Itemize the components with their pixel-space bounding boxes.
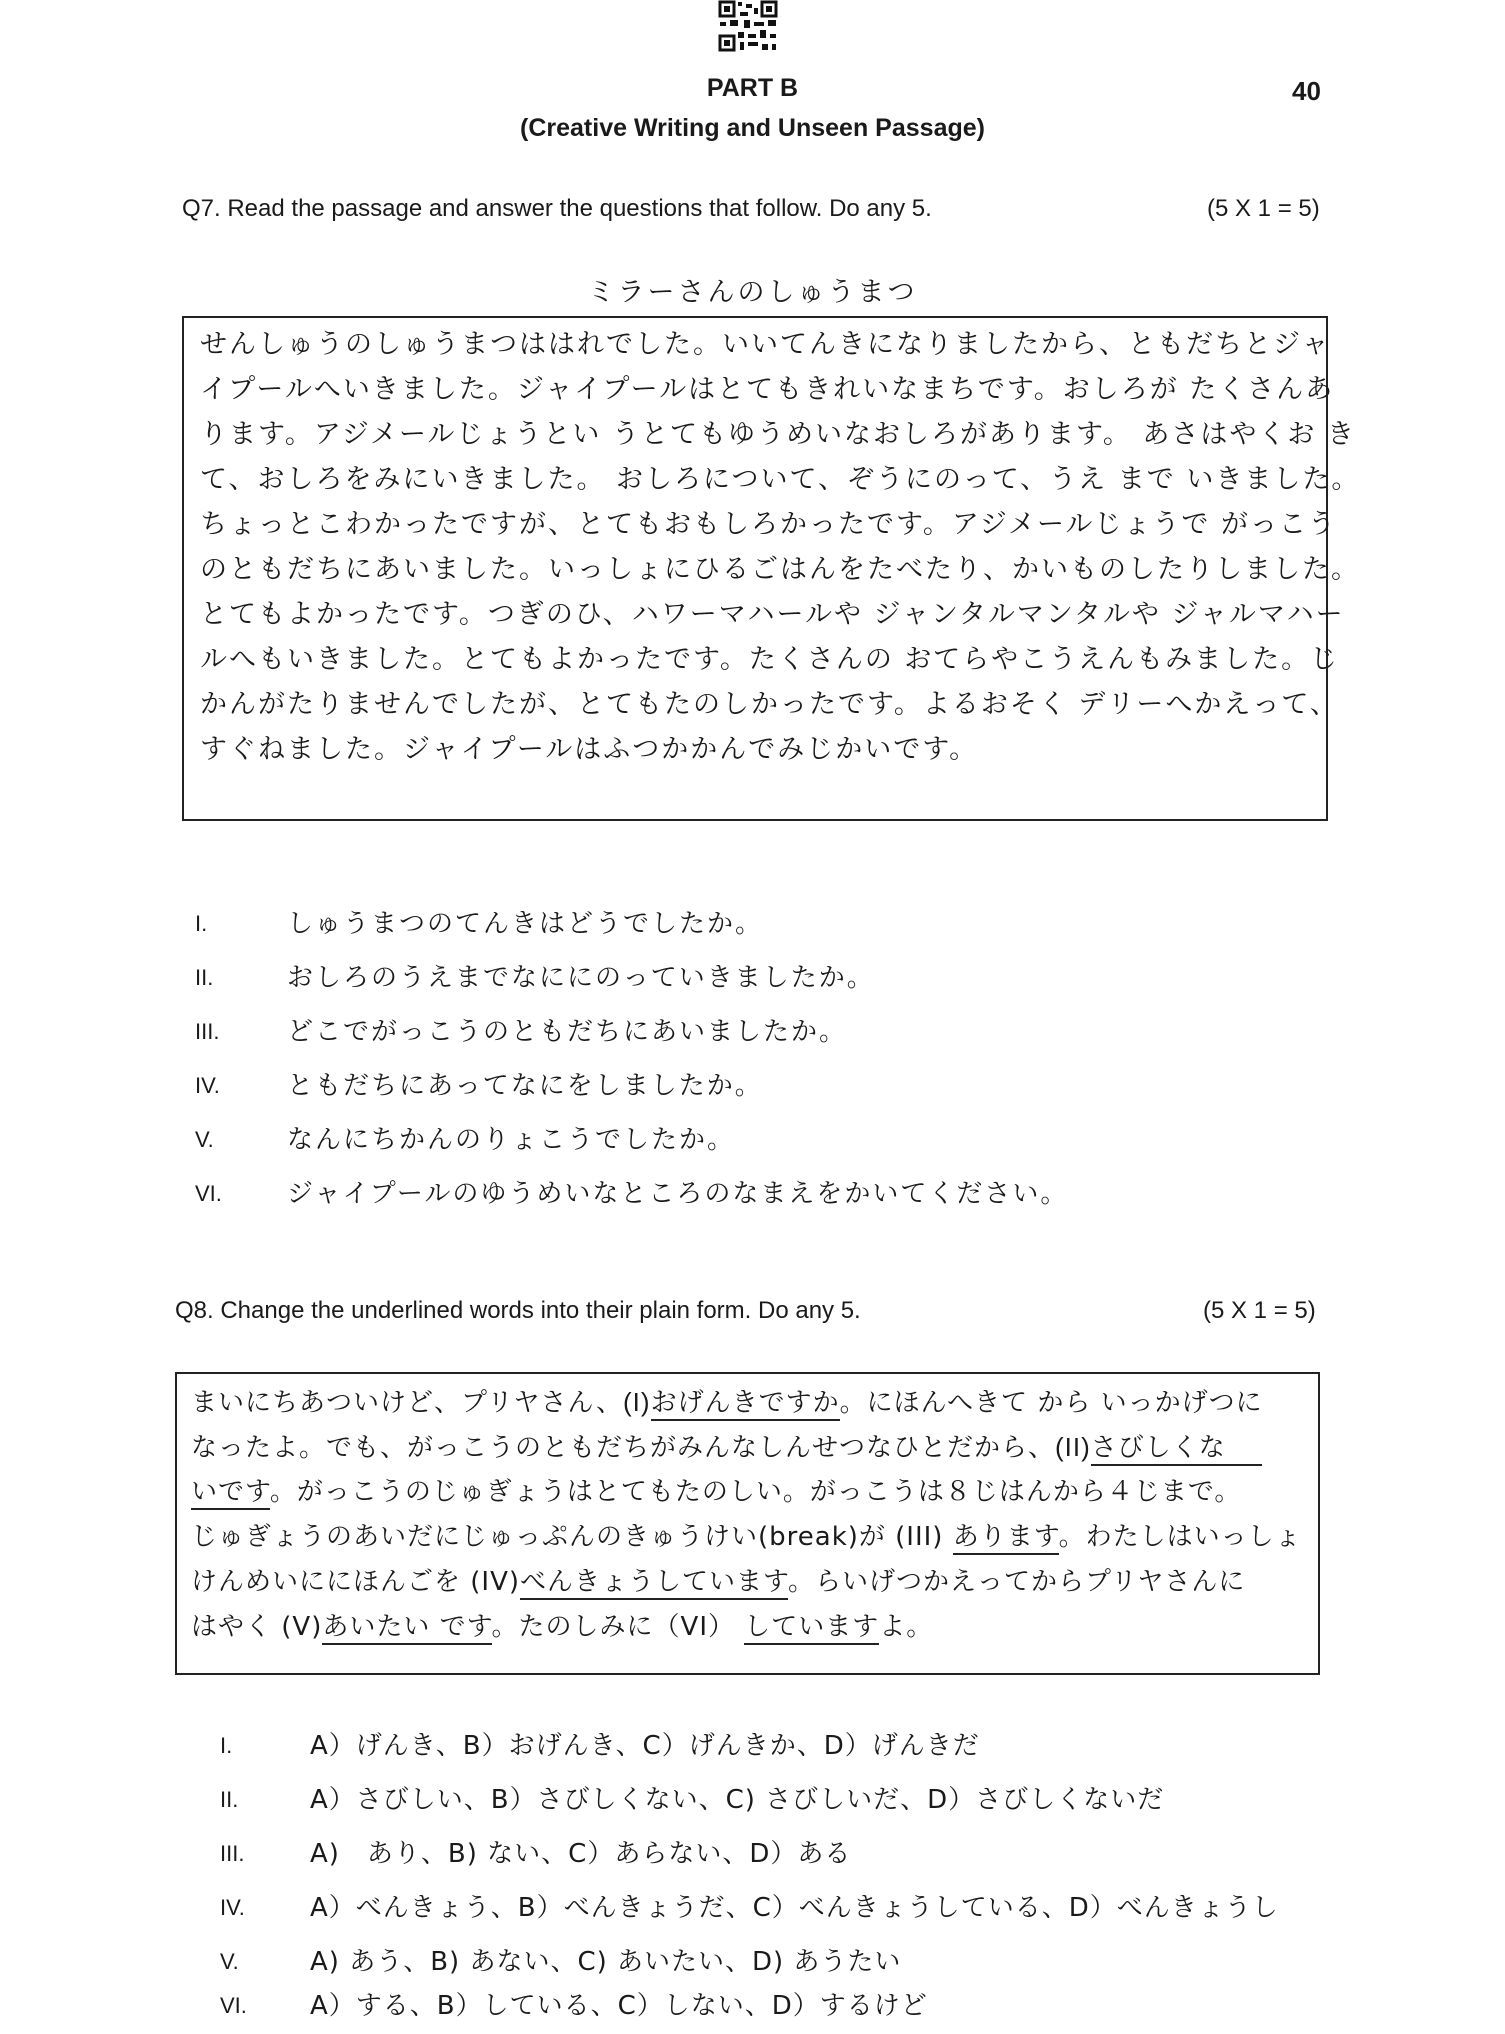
question-text: ともだちにあってなにをしましたか。: [287, 1071, 763, 1101]
question-number: IV.: [195, 1073, 220, 1098]
q7-passage-title: ミラーさんのしゅうまつ: [587, 277, 918, 308]
q8-passage-text: [191, 1380, 1302, 1650]
question-text: ジャイプールのゆうめいなところのなまえをかいてください。: [287, 1179, 1069, 1209]
passage-line: [191, 1560, 1302, 1605]
option-number: VI.: [220, 1993, 247, 2018]
q7-questions: [195, 904, 1345, 1234]
question-number: V.: [195, 1127, 214, 1152]
qr-code-icon: [718, 0, 778, 52]
page-number: 40: [1292, 76, 1321, 106]
blank-marker: (I): [623, 1387, 651, 1417]
blank-marker: (II): [1055, 1432, 1091, 1462]
option-text: A) あり、B) ない、C）あらない、D）ある: [310, 1839, 852, 1869]
option-number: I.: [220, 1733, 233, 1758]
q8-passage-box: [175, 1372, 1320, 1675]
part-subtitle: (Creative Writing and Unseen Passage): [520, 114, 985, 142]
passage-text: 。がっこうのじゅぎょうはとてもたのしい。がっこうは８じはんから４じまで。: [269, 1477, 1242, 1507]
underlined-word: あいたい です: [322, 1612, 491, 1645]
underlined-word: いです: [191, 1477, 270, 1510]
passage-line: のともだちにあいました。いっしょにひるごはんをたべたり、かいものしたりしました。: [200, 554, 1360, 585]
passage-line: [191, 1605, 1302, 1650]
q7-prompt: Q7. Read the passage and answer the questions that follow. Do any 5.: [182, 195, 932, 222]
passage-line: [191, 1470, 1302, 1515]
option-number: III.: [220, 1841, 245, 1866]
passage-text: 。わたしはいっしょ: [1058, 1522, 1302, 1552]
passage-line: とてもよかったです。つぎのひ、ハワーマハールや ジャンタルマンタルや ジャルマハー: [200, 599, 1345, 630]
q8-options: [220, 1726, 1330, 2026]
underlined-word: べんきょうしています: [520, 1567, 788, 1600]
q7-passage-text: [200, 322, 1360, 772]
question-number: II.: [195, 965, 214, 990]
question-number: III.: [195, 1019, 220, 1044]
passage-line: [191, 1380, 1302, 1425]
passage-line: [191, 1425, 1302, 1470]
passage-text: けんめいににほんごを (IV): [191, 1567, 521, 1597]
underlined-word: おげんきですか: [651, 1388, 840, 1421]
passage-text: なったよ。でも、がっこうのともだちがみんなしんせつなひとだから、: [191, 1433, 1056, 1463]
option-text: A）べんきょう、B）べんきょうだ、C）べんきょうしている、D）べんきょうし: [310, 1893, 1279, 1923]
q7-marks: (5 X 1 = 5): [1207, 195, 1320, 222]
option-text: A）する、B）している、C）しない、D）するけど: [310, 1991, 928, 2021]
option-text: A）げんき、B）おげんき、C）げんきか、D）げんきだ: [310, 1731, 980, 1761]
question-text: なんにちかんのりょこうでしたか。: [287, 1125, 736, 1155]
passage-line: ルへもいきました。とてもよかったです。たくさんの おてらやこうえんもみました。じ: [200, 644, 1340, 675]
option-number: IV.: [220, 1895, 245, 1920]
q8-marks: (5 X 1 = 5): [1203, 1297, 1316, 1324]
passage-line: イプールへいきました。ジャイプールはとてもきれいなまちです。おしろが たくさんあ: [200, 374, 1335, 405]
passage-text: はやく (V): [191, 1612, 323, 1642]
passage-text: まいにちあついけど、プリヤさん、: [191, 1388, 624, 1418]
passage-text: 。たのしみに（VI）: [491, 1612, 745, 1642]
passage-text: じゅぎょうのあいだにじゅっぷんのきゅうけい(break)が (III): [191, 1522, 953, 1552]
passage-text: 。にほんへきて から いっかげつに: [839, 1388, 1263, 1418]
passage-line: せんしゅうのしゅうまつははれでした。いいてんきになりましたから、ともだちとジャ: [200, 329, 1331, 360]
option-number: II.: [220, 1787, 239, 1812]
passage-text: 。らいげつかえってからプリヤさんに: [787, 1567, 1246, 1597]
option-text: A）さびしい、B）さびしくない、C) さびしいだ、D）さびしくないだ: [310, 1785, 1165, 1815]
passage-line: ります。アジメールじょうとい うとてもゆうめいなおしろがあります。 あさはやくお き: [200, 419, 1356, 450]
underlined-word: あります: [953, 1522, 1059, 1555]
passage-line: [191, 1515, 1302, 1560]
passage-line: すぐねました。ジャイプールはふつかかんでみじかいです。: [200, 734, 979, 765]
question-text: おしろのうえまでなににのっていきましたか。: [287, 963, 875, 993]
option-text: A) あう、B) あない、C) あいたい、D) あうたい: [310, 1947, 902, 1977]
part-title: PART B: [706, 74, 799, 102]
passage-line: ちょっとこわかったですが、とてもおもしろかったです。アジメールじょうで がっこう: [200, 509, 1337, 540]
question-text: どこでがっこうのともだちにあいましたか。: [287, 1017, 848, 1047]
q7-passage-box: [182, 316, 1361, 821]
question-text: しゅうまつのてんきはどうでしたか。: [287, 909, 764, 939]
question-number: VI.: [195, 1181, 222, 1206]
passage-line: かんがたりませんでしたが、とてもたのしかったです。よるおそく デリーへかえって、: [200, 689, 1339, 720]
option-number: V.: [220, 1949, 239, 1974]
passage-line: て、おしろをみにいきました。 おしろについて、ぞうにのって、うえ まで いきました。: [200, 464, 1361, 495]
q8-prompt: Q8. Change the underlined words into their plain form. Do any 5.: [175, 1297, 861, 1324]
underlined-word: しています: [744, 1612, 879, 1645]
passage-text: よ。: [879, 1612, 934, 1642]
question-number: I.: [195, 911, 208, 936]
underlined-word: さびしくな: [1091, 1433, 1262, 1466]
